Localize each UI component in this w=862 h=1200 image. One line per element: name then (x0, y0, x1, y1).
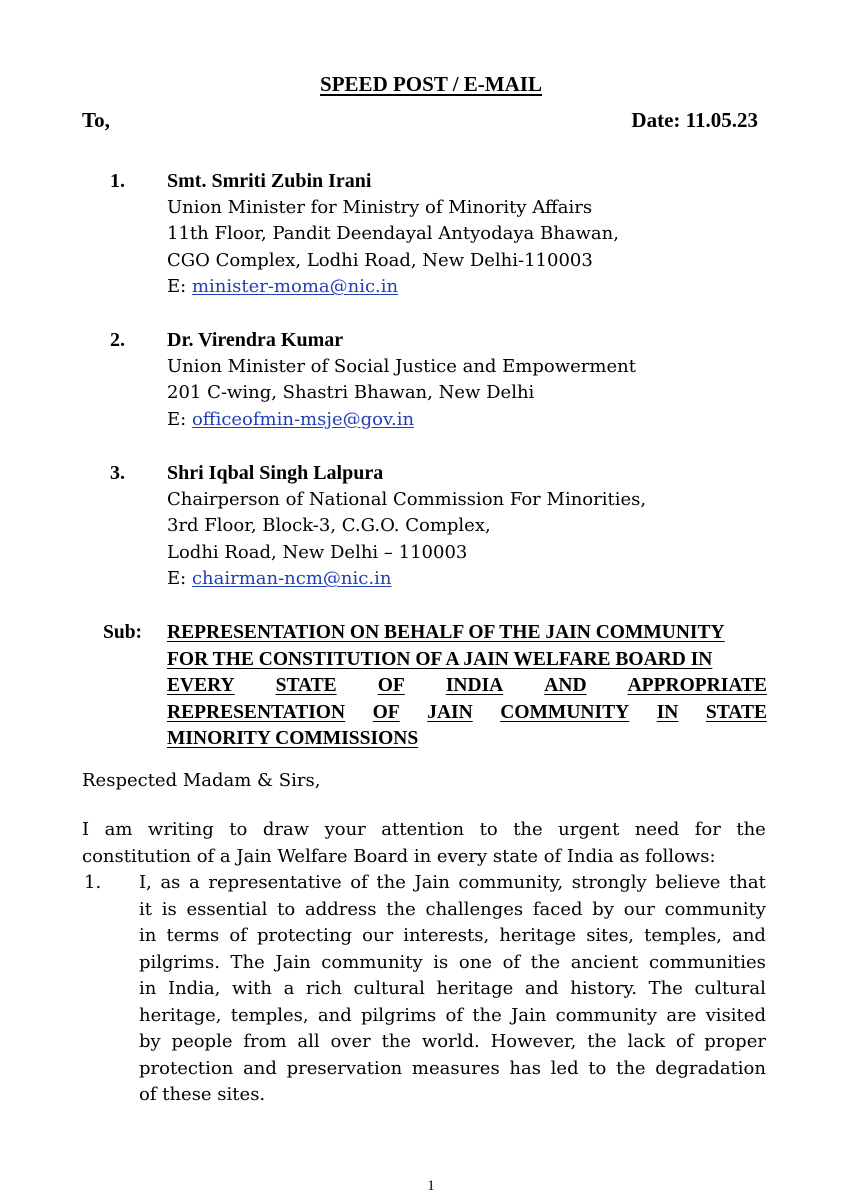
word: writing (147, 819, 214, 840)
word: strongly (571, 872, 647, 893)
subject-word: STATE (705, 701, 767, 723)
word: The (648, 978, 683, 999)
salutation: Respected Madam & Sirs, (82, 770, 321, 791)
word: has (509, 1057, 541, 1079)
word: in (139, 978, 157, 999)
recipient-designation: Union Minister for Ministry of Minority Affairs (167, 196, 593, 218)
recipient-address-line: Lodhi Road, New Delhi – 110003 (167, 541, 468, 563)
recipient-address-line: CGO Complex, Lodhi Road, New Delhi-110003 (167, 249, 593, 271)
page-number: 1 (427, 1178, 435, 1194)
subject-word: INDIA (445, 675, 504, 696)
word: proper (704, 1031, 766, 1052)
recipient-email-line (167, 407, 787, 434)
word: draw (262, 819, 310, 840)
recipient-email-line (167, 274, 787, 301)
word: our (623, 898, 655, 920)
word: Jain (511, 1004, 547, 1026)
word: I, (139, 872, 152, 893)
subject-label: Sub: (103, 622, 143, 643)
subject-word: APPROPRIATE (627, 675, 767, 696)
word: the (736, 819, 766, 840)
word: community, (458, 872, 564, 893)
recipient-details (167, 327, 787, 433)
word: are (666, 1004, 697, 1026)
word: led (550, 1057, 579, 1079)
word: I (82, 819, 90, 840)
word: of (675, 1031, 694, 1052)
word: urgent (558, 819, 620, 840)
word: our (362, 925, 394, 946)
word: faced (532, 898, 583, 920)
recipient-number: 1. (110, 170, 125, 192)
word: of (445, 1004, 464, 1026)
subject-word: COMMUNITY (500, 701, 630, 723)
word: representative (208, 872, 342, 893)
word: people (171, 1031, 233, 1052)
word: community (555, 1004, 658, 1026)
word: pilgrims (361, 1004, 437, 1026)
word: and (524, 978, 559, 999)
word: it (139, 898, 152, 920)
word: your (324, 819, 366, 840)
word: address (305, 898, 377, 920)
word: heritage (436, 978, 514, 999)
word: history. (570, 978, 638, 999)
recipient-name: Smt. Smriti Zubin Irani (167, 170, 372, 192)
paragraph-line (139, 870, 766, 897)
paragraph-line (139, 950, 766, 977)
paragraph-line (139, 1056, 766, 1083)
paragraph-line (139, 923, 766, 950)
recipient-address-line: 11th Floor, Pandit Deendayal Antyodaya Bhawan, (167, 223, 619, 244)
subject-line (167, 673, 767, 700)
word: is (433, 951, 449, 973)
word: the (616, 1057, 646, 1079)
word: The (230, 951, 265, 973)
word: and (243, 1057, 277, 1079)
paragraph-line (139, 897, 766, 924)
date-label: Date: 11.05.23 (631, 108, 758, 132)
email-link[interactable]: officeofmin-msje@gov.in (191, 408, 415, 430)
word: one (458, 951, 492, 973)
word: world. (421, 1031, 480, 1052)
paragraph-line (82, 817, 766, 844)
paragraph-line: constitution of a Jain Welfare Board in every state of India as follows: (82, 845, 716, 867)
word: to (588, 1057, 607, 1079)
word: a (283, 978, 295, 999)
word: heritage (499, 925, 577, 946)
word: the (587, 1031, 617, 1052)
list-item-text (139, 870, 766, 1109)
email-prefix: E: (167, 568, 192, 589)
word: rich (305, 978, 342, 999)
recipient-details (167, 460, 787, 593)
word: pilgrims. (139, 951, 220, 973)
word: attention (381, 819, 465, 840)
word: protecting (256, 925, 353, 946)
word: to (479, 819, 498, 840)
word: preservation (286, 1057, 403, 1079)
email-link[interactable]: minister-moma@nic.in (191, 276, 399, 297)
email-prefix: E: (167, 408, 192, 430)
word: a (189, 872, 200, 893)
recipient-address-line: 3rd Floor, Block-3, C.G.O. Complex, (167, 515, 491, 536)
recipient-number: 3. (110, 462, 125, 484)
document-heading: SPEED POST / E-MAIL (320, 72, 542, 96)
word: measures (411, 1057, 500, 1079)
word: interests, (403, 925, 490, 946)
word: by (139, 1031, 161, 1052)
subject-line: FOR THE CONSTITUTION OF A JAIN WELFARE BOARD IN (167, 648, 713, 670)
word: need (634, 819, 680, 840)
word: lack (627, 1031, 666, 1052)
word: as (160, 872, 181, 893)
word: community (321, 951, 423, 973)
word: from (243, 1031, 287, 1052)
word: of (229, 925, 247, 946)
word: cultural (353, 978, 425, 999)
word: to (277, 898, 296, 920)
paragraph-line (139, 976, 766, 1003)
paragraph-line (139, 1029, 766, 1056)
word: that (729, 872, 766, 893)
subject-text (167, 620, 767, 753)
word: protection (139, 1057, 234, 1079)
word: temples, (230, 1004, 309, 1026)
word: Jain (414, 872, 450, 893)
word: the (386, 898, 416, 920)
word: heritage, (139, 1004, 222, 1026)
word: and (317, 1004, 352, 1026)
list-item-number: 1. (84, 872, 102, 893)
subject-line: REPRESENTATION ON BEHALF OF THE JAIN COMMUNITY (167, 622, 725, 643)
subject-word: OF (377, 675, 405, 696)
word: the (376, 872, 406, 893)
recipient-address-line: 201 C-wing, Shastri Bhawan, New Delhi (167, 382, 535, 403)
recipient-details (167, 168, 787, 301)
subject-word: AND (544, 675, 587, 696)
word: communities (648, 951, 766, 973)
word: visited (705, 1004, 766, 1026)
word: ancient (570, 951, 639, 973)
subject-word: STATE (275, 675, 337, 696)
word: community (664, 898, 766, 920)
subject-line (167, 700, 767, 727)
email-prefix: E: (167, 276, 192, 297)
recipient-email-line (167, 566, 787, 593)
word: of (350, 872, 368, 893)
subject-line: MINORITY COMMISSIONS (167, 728, 419, 749)
word: the (381, 1031, 412, 1052)
recipient-number: 2. (110, 329, 125, 351)
word: and (732, 925, 766, 946)
recipient-name: Shri Iqbal Singh Lalpura (167, 462, 384, 484)
recipient-name: Dr. Virendra Kumar (167, 329, 344, 351)
word: to (229, 819, 248, 840)
recipient-designation: Union Minister of Social Justice and Empowerment (167, 355, 636, 377)
word: am (104, 819, 133, 840)
word: for (694, 819, 721, 840)
word: all (297, 1031, 320, 1052)
word: challenges (425, 898, 524, 920)
word: the (472, 1004, 502, 1026)
subject-word: OF (372, 701, 400, 723)
word: believe (655, 872, 721, 893)
intro-paragraph (82, 817, 766, 870)
word: India, (167, 978, 221, 999)
word: is (161, 898, 177, 920)
subject-word: JAIN (427, 701, 473, 723)
to-label: To, (82, 108, 110, 132)
word: Jain (275, 951, 311, 973)
paragraph-line (139, 1003, 766, 1030)
word: temples, (644, 925, 722, 946)
word: essential (186, 898, 268, 920)
email-link[interactable]: chairman-ncm@nic.in (191, 568, 392, 589)
address-row (82, 108, 758, 133)
subject-word: EVERY (167, 675, 235, 696)
word: over (330, 1031, 371, 1052)
word: with (231, 978, 272, 999)
word: However, (490, 1031, 577, 1052)
paragraph-line: of these sites. (139, 1084, 266, 1105)
word: by (592, 898, 614, 920)
word: sites, (586, 925, 635, 946)
word: the (513, 819, 543, 840)
word: degradation (655, 1057, 766, 1079)
word: of (502, 951, 521, 973)
subject-word: REPRESENTATION (167, 701, 346, 723)
word: in (139, 925, 157, 946)
word: cultural (694, 978, 766, 999)
subject-word: IN (656, 701, 679, 723)
word: terms (166, 925, 220, 946)
recipient-designation: Chairperson of National Commission For Minorities, (167, 488, 647, 510)
word: the (530, 951, 561, 973)
